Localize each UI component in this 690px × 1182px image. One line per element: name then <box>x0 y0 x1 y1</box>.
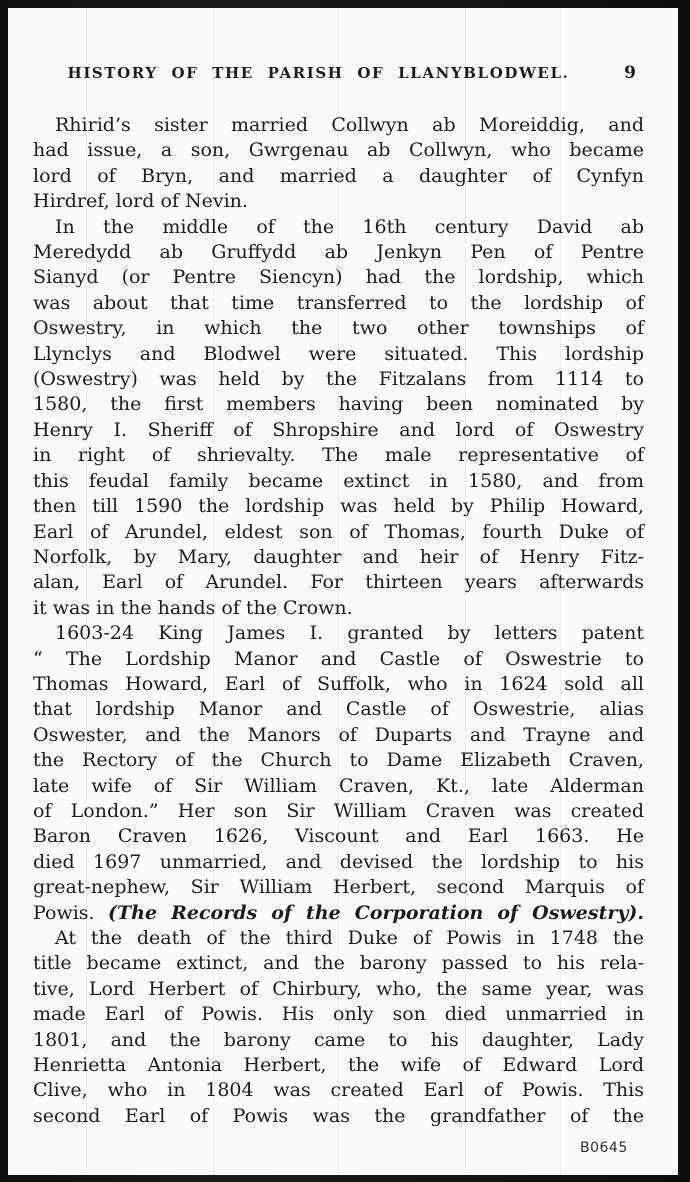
text-line: was about that time transferred to the lordship of <box>33 291 644 314</box>
text-line <box>33 189 644 214</box>
text-line: then till 1590 the lordship was held by Philip Howard, <box>33 495 644 518</box>
text-line: lord of Bryn, and married a daughter of Cynfyn <box>33 164 644 187</box>
text-line: 1603-24 King James I. granted by letters patent <box>55 622 644 645</box>
text-line <box>33 596 644 621</box>
text-line: of London.” Her son Sir William Craven was created <box>33 799 644 822</box>
text-line: 1801, and the barony came to his daughter, Lady <box>33 1028 644 1051</box>
text-line: alan, Earl of Arundel. For thirteen years afterwards <box>33 571 644 594</box>
text-line: Baron Craven 1626, Viscount and Earl 1663. He <box>33 825 644 848</box>
paragraph <box>33 926 644 1129</box>
text-line: In the middle of the 16th century David ab <box>55 215 644 238</box>
text-line: Henry I. Sheriff of Shropshire and lord of Oswestry <box>33 418 644 441</box>
text-line: died 1697 unmarried, and devised the lordship to his <box>33 850 644 873</box>
text-line: Norfolk, by Mary, daughter and heir of Henry Fitz- <box>33 545 644 568</box>
text-segment: it was in the hands of the Crown. <box>33 596 353 619</box>
text-line: Earl of Arundel, eldest son of Thomas, fourth Duke of <box>33 520 644 543</box>
paragraph <box>33 113 644 215</box>
text-segment: Hirdref, lord of Nevin. <box>33 190 248 213</box>
text-line: that lordship Manor and Castle of Oswestrie, alias <box>33 698 644 721</box>
text-line: had issue, a son, Gwrgenau ab Collwyn, who became <box>33 139 644 162</box>
text-line: Rhirid’s sister married Collwyn ab Moreiddig, and <box>55 114 644 136</box>
text-line: title became extinct, and the barony passed to his rela- <box>33 952 644 975</box>
page-number: 9 <box>624 63 636 83</box>
paragraph <box>33 215 644 622</box>
text-line: 1580, the first members having been nominated by <box>33 393 644 416</box>
text-line: great-nephew, Sir William Herbert, second Marquis of <box>33 876 644 899</box>
text-line: Clive, who in 1804 was created Earl of Powis. This <box>33 1079 644 1102</box>
text-line: Sianyd (or Pentre Siencyn) had the lordship, which <box>33 266 644 289</box>
text-line: Meredydd ab Gruffydd ab Jenkyn Pen of Pentre <box>33 241 644 264</box>
text-line: Oswestry, in which the two other townships of <box>33 317 644 340</box>
text-line: second Earl of Powis was the grandfather of the <box>33 1104 644 1127</box>
text-line: made Earl of Powis. His only son died unmarried in <box>33 1003 644 1026</box>
text-line: Henrietta Antonia Herbert, the wife of Edward Lord <box>33 1054 644 1077</box>
text-line <box>33 901 644 926</box>
text-line: the Rectory of the Church to Dame Elizabeth Craven, <box>33 749 644 772</box>
text-segment: Powis. <box>33 901 109 924</box>
page <box>8 8 678 1175</box>
text-line: At the death of the third Duke of Powis in 1748 the <box>55 927 644 949</box>
text-line: tive, Lord Herbert of Chirbury, who, the same year, was <box>33 977 644 1000</box>
page-body <box>33 113 644 1129</box>
paragraph <box>33 621 644 926</box>
text-line: “ The Lordship Manor and Castle of Oswestrie to <box>33 647 644 670</box>
text-line: in right of shrievalty. The male representative of <box>33 444 644 467</box>
text-line: (Oswestry) was held by the Fitzalans from 1114 to <box>33 368 644 391</box>
text-line: late wife of Sir William Craven, Kt., late Alderman <box>33 774 644 797</box>
text-line: Oswester, and the Manors of Duparts and Trayne and <box>33 723 644 746</box>
running-head <box>33 64 644 86</box>
text-line: Llynclys and Blodwel were situated. This lordship <box>33 342 644 365</box>
text-line: this feudal family became extinct in 1580, and from <box>33 469 644 492</box>
page-header-title: HISTORY OF THE PARISH OF LLANYBLODWEL. <box>67 64 570 82</box>
text-line: Thomas Howard, Earl of Suffolk, who in 1624 sold all <box>33 672 644 695</box>
citation-source-italic: (The Records of the Corporation of Oswestry). <box>108 901 645 924</box>
scan-code: B0645 <box>580 1140 628 1156</box>
